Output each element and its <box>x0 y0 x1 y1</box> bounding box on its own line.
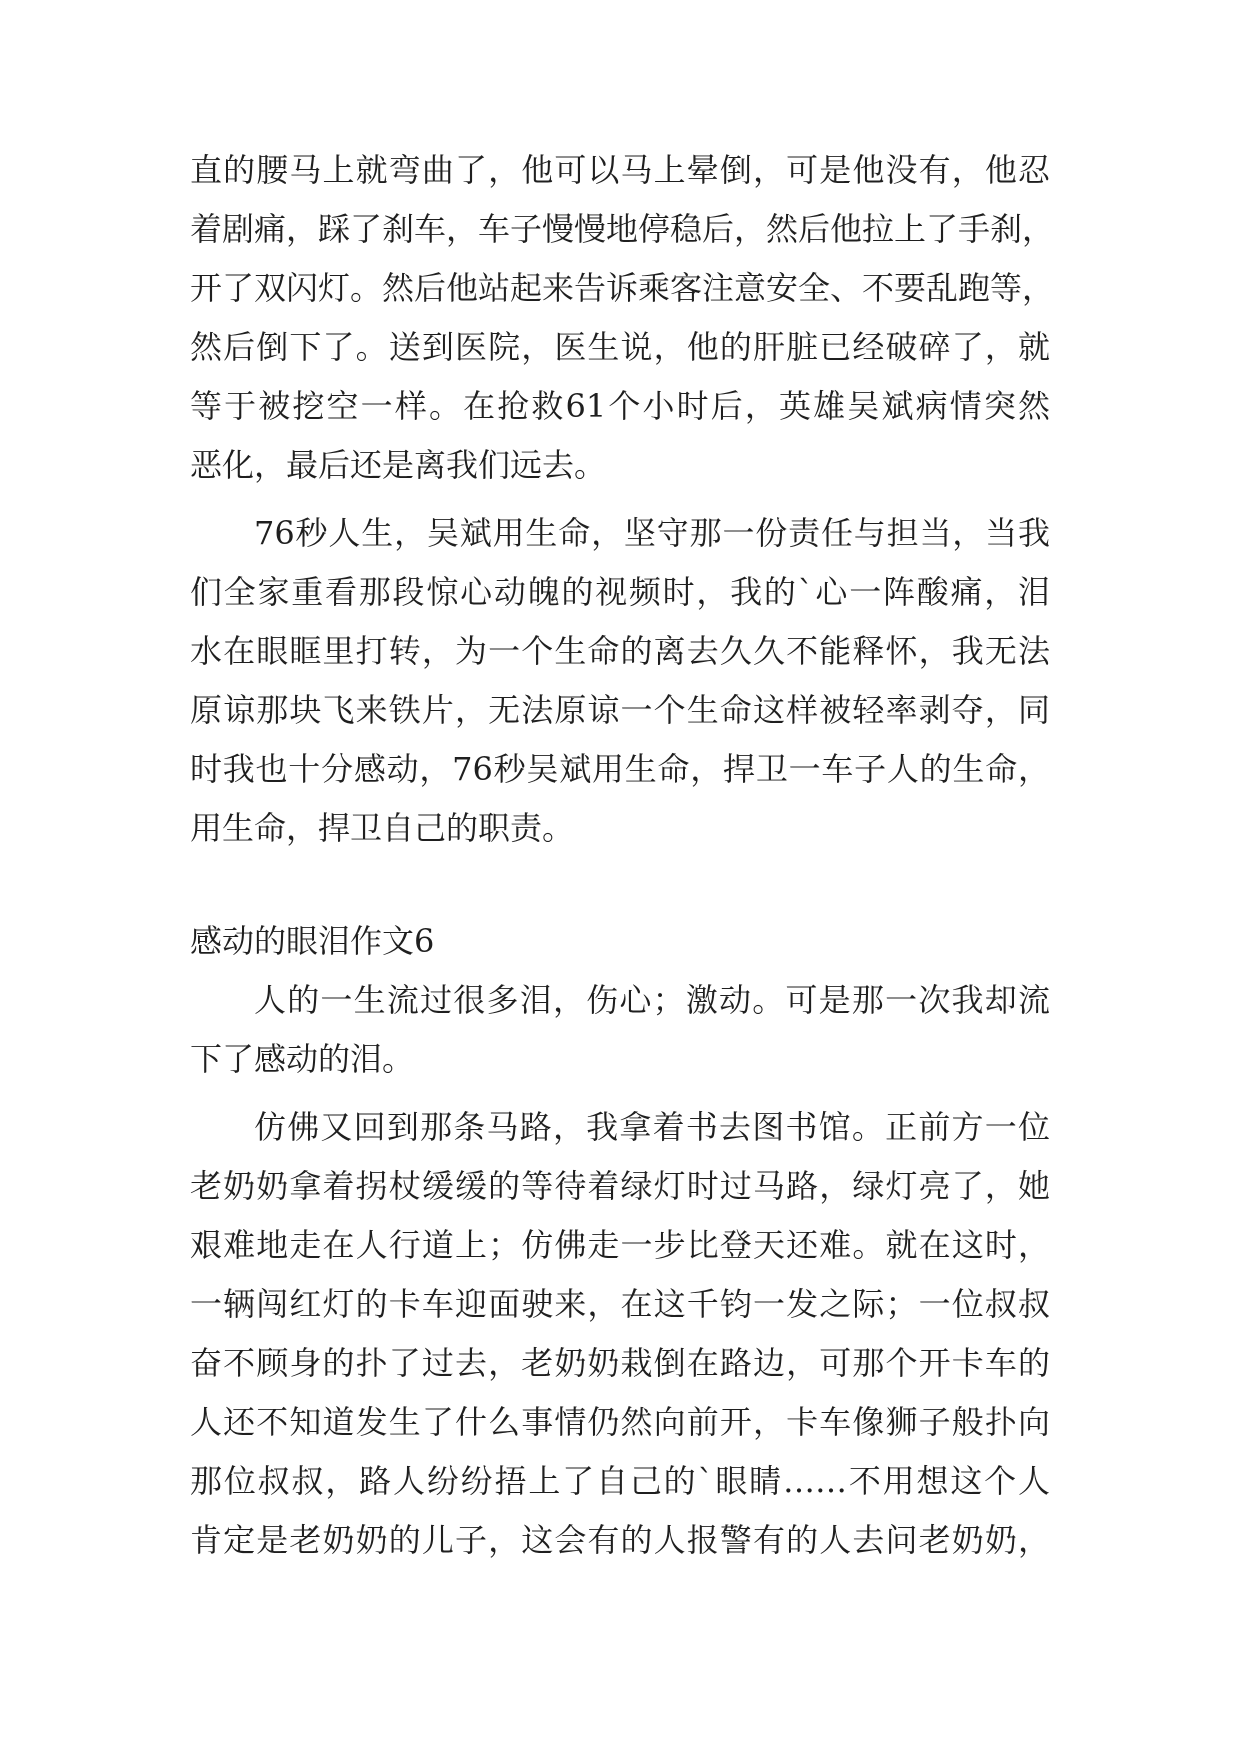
paragraph-2-line-3: 水在眼眶里打转，为一个生命的离去久久不能释怀，我无法 <box>190 632 1050 670</box>
paragraph-4-line-7: 那位叔叔，路人纷纷捂上了自己的`眼睛……不用想这个人 <box>190 1462 1050 1500</box>
paragraph-2-line-6: 用生命，捍卫自己的职责。 <box>190 809 575 847</box>
paragraph-2-line-5: 时我也十分感动，76秒吴斌用生命，捍卫一车子人的生命， <box>190 750 1050 788</box>
paragraph-1-line-6: 恶化，最后还是离我们远去。 <box>190 446 607 484</box>
paragraph-4-line-2: 老奶奶拿着拐杖缓缓的等待着绿灯时过马路，绿灯亮了，她 <box>190 1167 1050 1205</box>
paragraph-1-line-1: 直的腰马上就弯曲了，他可以马上晕倒，可是他没有，他忍 <box>190 151 1050 189</box>
paragraph-1-line-4: 然后倒下了。送到医院，医生说，他的肝脏已经破碎了，就 <box>190 328 1050 366</box>
paragraph-4-line-3: 艰难地走在人行道上；仿佛走一步比登天还难。就在这时， <box>190 1226 1050 1264</box>
paragraph-2-line-1: 76秒人生，吴斌用生命，坚守那一份责任与担当，当我 <box>254 514 1050 552</box>
paragraph-4-line-8: 肯定是老奶奶的儿子，这会有的人报警有的人去问老奶奶， <box>190 1521 1050 1559</box>
paragraph-3-line-1: 人的一生流过很多泪，伤心；激动。可是那一次我却流 <box>254 981 1050 1019</box>
paragraph-1-line-3: 开了双闪灯。然后他站起来告诉乘客注意安全、不要乱跑等， <box>190 269 1055 307</box>
paragraph-4-line-6: 人还不知道发生了什么事情仍然向前开，卡车像狮子般扑向 <box>190 1403 1050 1441</box>
paragraph-1-line-5: 等于被挖空一样。在抢救61个小时后，英雄吴斌病情突然 <box>190 387 1050 425</box>
paragraph-2-line-4: 原谅那块飞来铁片，无法原谅一个生命这样被轻率剥夺，同 <box>190 691 1050 729</box>
paragraph-2-line-2: 们全家重看那段惊心动魄的视频时，我的`心一阵酸痛，泪 <box>190 573 1050 611</box>
paragraph-4-line-4: 一辆闯红灯的卡车迎面驶来，在这千钧一发之际；一位叔叔 <box>190 1285 1050 1323</box>
paragraph-4-line-1: 仿佛又回到那条马路，我拿着书去图书馆。正前方一位 <box>254 1108 1050 1146</box>
paragraph-1-line-2: 着剧痛，踩了刹车，车子慢慢地停稳后，然后他拉上了手刹， <box>190 210 1055 248</box>
paragraph-3-line-2: 下了感动的泪。 <box>190 1040 415 1078</box>
paragraph-4-line-5: 奋不顾身的扑了过去，老奶奶栽倒在路边，可那个开卡车的 <box>190 1344 1050 1382</box>
section-heading: 感动的眼泪作文6 <box>190 922 435 960</box>
